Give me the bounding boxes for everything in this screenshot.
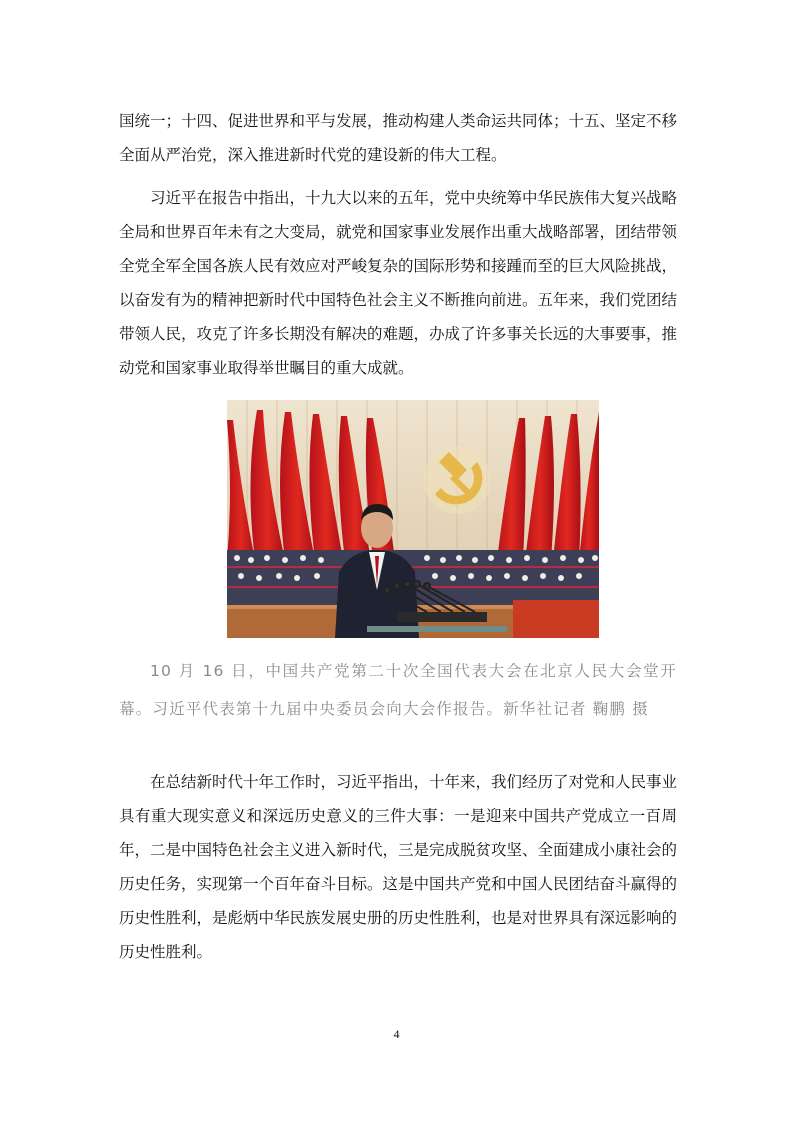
party-emblem [423,446,491,514]
paragraph-3: 在总结新时代十年工作时，习近平指出，十年来，我们经历了对党和人民事业具有重大现实意义和深远历史意义的三件大事：一是迎来中国共产党成立一百周年，二是中国特色社会主义进入新时代，三是完成脱贫攻坚、全面建成小康社会的历史任务，实现第一个百年奋斗目标。这是中国共产党和中国人民团结奋斗赢得的历史性胜利，是彪炳中华民族发展史册的历史性胜利，也是对世界具有深远影响的历史性胜利。 [119,773,678,961]
paragraph-1: 国统一；十四、促进世界和平与发展，推动构建人类命运共同体；十五、坚定不移全面从严治党，深入推进新时代党的建设新的伟大工程。 [119,112,678,164]
congress-photo [227,400,599,638]
page-number: 4 [393,1027,400,1041]
paragraph-2: 习近平在报告中指出，十九大以来的五年，党中央统筹中华民族伟大复兴战略全局和世界百年未有之大变局，就党和国家事业发展作出重大战略部署，团结带领全党全军全国各族人民有效应对严峻复杂的国际形势和接踵而至的巨大风险挑战，以奋发有为的精神把新时代中国特色社会主义不断推向前进。五年来，我们党团结带领人民，攻克了许多长期没有解决的难题，办成了许多事关长远的大事要事，推动党和国家事业取得举世瞩目的重大成就。 [119,189,678,377]
photo-caption: 10 月 16 日，中国共产党第二十次全国代表大会在北京人民大会堂开幕。习近平代表第十九届中央委员会向大会作报告。新华社记者 鞠鹏 摄 [119,662,677,718]
congress-photo-illustration [227,400,599,638]
